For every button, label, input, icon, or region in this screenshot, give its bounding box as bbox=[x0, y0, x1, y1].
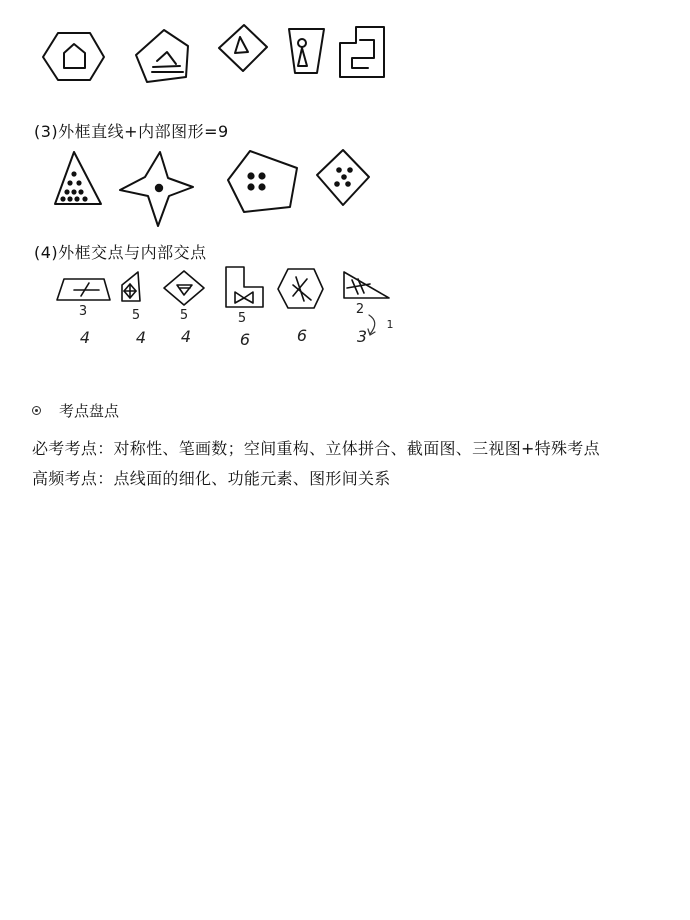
count-top-1: 3 bbox=[78, 304, 88, 319]
count-bottom-1: 4 bbox=[79, 328, 91, 347]
count-bottom-3: 4 bbox=[180, 327, 192, 346]
count-bottom-4: 6 bbox=[239, 330, 251, 349]
section-heading-3: (3)外框直线+内部图形=9 bbox=[34, 122, 229, 141]
L-shape-bowtie-figure bbox=[226, 267, 263, 307]
count-bottom-5: 6 bbox=[296, 326, 308, 345]
hexagon-cross-figure bbox=[278, 269, 323, 308]
right-triangle-hash-figure bbox=[344, 272, 389, 298]
pentagon-diamond-figure bbox=[122, 272, 140, 301]
count-top-3: 5 bbox=[179, 308, 189, 323]
figure-row-3 bbox=[0, 0, 690, 360]
required-points-text: 必考考点：对称性、笔画数；空间重构、立体拼合、截面图、三视图+特殊考点 bbox=[32, 439, 600, 458]
frequent-points-text: 高频考点：点线面的细化、功能元素、图形间关系 bbox=[32, 469, 391, 488]
bullet-icon bbox=[32, 406, 41, 415]
diamond-triangle-figure-2 bbox=[164, 271, 204, 305]
section-heading-4: (4)外框交点与内部交点 bbox=[34, 243, 207, 262]
count-bottom-2: 4 bbox=[135, 328, 147, 347]
count-top-4: 5 bbox=[237, 311, 247, 326]
trapezoid-cross-figure bbox=[57, 279, 110, 300]
count-top-2: 5 bbox=[131, 308, 141, 323]
summary-bullet-line bbox=[32, 400, 119, 421]
count-side-note: 1 bbox=[386, 318, 394, 331]
summary-bullet-title: 考点盘点 bbox=[59, 402, 120, 420]
count-top-6: 2 bbox=[355, 302, 365, 317]
count-bottom-6: 3 bbox=[356, 327, 368, 346]
